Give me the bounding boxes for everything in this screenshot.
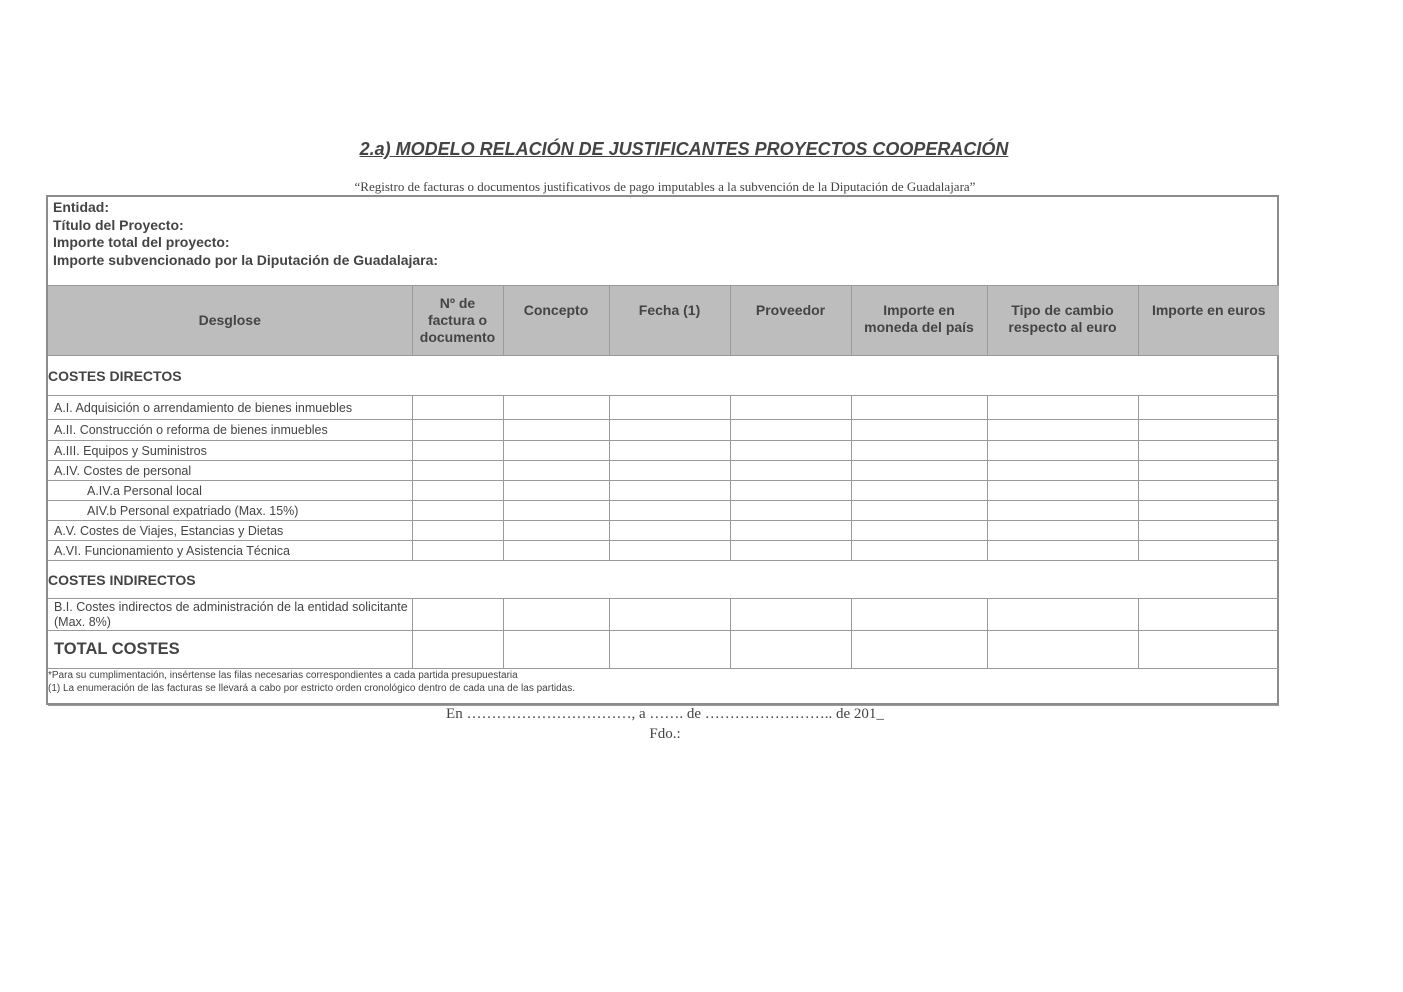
row-label: A.I. Adquisición o arrendamiento de bienes inmuebles <box>48 396 412 420</box>
footnotes <box>48 669 1279 706</box>
table-cell[interactable] <box>609 481 730 501</box>
place-date-line: En ……………………………, a ……. de …………………….. de 201_ <box>446 706 884 722</box>
table-cell[interactable] <box>987 481 1138 501</box>
table-cell[interactable] <box>1138 481 1279 501</box>
col-importe-moneda: Importe en moneda del país <box>851 286 987 356</box>
table-cell[interactable] <box>1138 441 1279 461</box>
table-cell[interactable] <box>412 481 503 501</box>
table-cell[interactable] <box>730 441 851 461</box>
table-cell[interactable] <box>851 501 987 521</box>
table-cell[interactable] <box>412 599 503 631</box>
table-cell[interactable] <box>503 521 609 541</box>
table-cell[interactable] <box>851 420 987 441</box>
table-header-row <box>48 286 1279 356</box>
table-cell[interactable] <box>730 396 851 420</box>
table-cell[interactable] <box>1138 599 1279 631</box>
col-proveedor: Proveedor <box>730 286 851 356</box>
table-cell[interactable] <box>503 396 609 420</box>
table-row <box>48 541 1279 561</box>
table-cell[interactable] <box>987 541 1138 561</box>
row-label: A.IV.a Personal local <box>48 481 412 501</box>
table-cell[interactable] <box>1138 631 1279 669</box>
table-cell[interactable] <box>609 631 730 669</box>
table-cell[interactable] <box>987 631 1138 669</box>
section-row <box>48 356 1279 396</box>
section-costes-directos: COSTES DIRECTOS <box>48 356 1279 396</box>
table-cell[interactable] <box>730 541 851 561</box>
table-cell[interactable] <box>1138 420 1279 441</box>
table-cell[interactable] <box>730 631 851 669</box>
table-cell[interactable] <box>412 501 503 521</box>
section-row <box>48 561 1279 599</box>
table-cell[interactable] <box>1138 461 1279 481</box>
table-cell[interactable] <box>609 501 730 521</box>
footnote-2: (1) La enumeración de las facturas se llevará a cabo por estricto orden cronológico dentro de cada una de las partidas. <box>48 683 575 694</box>
entidad-label: Entidad: <box>53 199 109 215</box>
table-cell[interactable] <box>503 541 609 561</box>
table-cell[interactable] <box>987 420 1138 441</box>
table-row <box>48 521 1279 541</box>
table-cell[interactable] <box>503 461 609 481</box>
table-cell[interactable] <box>609 521 730 541</box>
table-cell[interactable] <box>1138 396 1279 420</box>
table-cell[interactable] <box>1138 541 1279 561</box>
table-cell[interactable] <box>730 481 851 501</box>
table-cell[interactable] <box>851 461 987 481</box>
table-cell[interactable] <box>851 396 987 420</box>
row-label: A.III. Equipos y Suministros <box>48 441 412 461</box>
footnote-1: *Para su cumplimentación, insértense las filas necesarias correspondientes a cada partida presupuestaria <box>48 670 518 681</box>
row-label: A.IV. Costes de personal <box>48 461 412 481</box>
table-cell[interactable] <box>609 441 730 461</box>
row-label: A.II. Construcción o reforma de bienes inmuebles <box>48 420 412 441</box>
table-cell[interactable] <box>730 461 851 481</box>
table-cell[interactable] <box>1138 501 1279 521</box>
table-cell[interactable] <box>730 420 851 441</box>
table-cell[interactable] <box>987 599 1138 631</box>
table-row <box>48 396 1279 420</box>
table-row <box>48 441 1279 461</box>
table-cell[interactable] <box>503 599 609 631</box>
row-label: B.I. Costes indirectos de administración de la entidad solicitante (Max. 8%) <box>48 599 412 631</box>
total-row <box>48 631 1279 669</box>
table-cell[interactable] <box>1138 521 1279 541</box>
table-cell[interactable] <box>851 631 987 669</box>
table-row <box>48 599 1279 631</box>
table-cell[interactable] <box>412 420 503 441</box>
table-cell[interactable] <box>851 599 987 631</box>
row-label: A.VI. Funcionamiento y Asistencia Técnica <box>48 541 412 561</box>
table-cell[interactable] <box>503 420 609 441</box>
table-cell[interactable] <box>851 441 987 461</box>
table-cell[interactable] <box>412 461 503 481</box>
notes-row <box>48 669 1279 706</box>
table-cell[interactable] <box>412 521 503 541</box>
table-cell[interactable] <box>851 481 987 501</box>
col-desglose: Desglose <box>48 286 412 356</box>
table-cell[interactable] <box>609 599 730 631</box>
table-cell[interactable] <box>987 396 1138 420</box>
table-cell[interactable] <box>503 441 609 461</box>
col-fecha: Fecha (1) <box>609 286 730 356</box>
importe-total-label: Importe total del proyecto: <box>53 234 230 250</box>
table-cell[interactable] <box>851 521 987 541</box>
table-cell[interactable] <box>609 461 730 481</box>
table-cell[interactable] <box>412 396 503 420</box>
col-factura: Nº de factura o documento <box>412 286 503 356</box>
table-cell[interactable] <box>609 420 730 441</box>
col-tipo-cambio: Tipo de cambio respecto al euro <box>987 286 1138 356</box>
table-cell[interactable] <box>730 501 851 521</box>
table-cell[interactable] <box>730 599 851 631</box>
table-row <box>48 501 1279 521</box>
table-cell[interactable] <box>987 501 1138 521</box>
titulo-proyecto-label: Título del Proyecto: <box>53 216 184 233</box>
table-cell[interactable] <box>412 441 503 461</box>
row-label: A.V. Costes de Viajes, Estancias y Dietas <box>48 521 412 541</box>
table-row <box>48 461 1279 481</box>
section-costes-indirectos: COSTES INDIRECTOS <box>48 561 1279 599</box>
justification-form <box>46 195 1279 705</box>
total-label: TOTAL COSTES <box>48 631 412 669</box>
document-title: 2.a) MODELO RELACIÓN DE JUSTIFICANTES PROYECTOS COOPERACIÓN <box>359 139 1009 159</box>
col-importe-euros: Importe en euros <box>1138 286 1279 356</box>
table-cell[interactable] <box>503 631 609 669</box>
table-cell[interactable] <box>851 541 987 561</box>
table-cell[interactable] <box>412 541 503 561</box>
table-cell[interactable] <box>987 461 1138 481</box>
table-row <box>48 420 1279 441</box>
importe-subvencionado-label: Importe subvencionado por la Diputación de Guadalajara: <box>53 251 439 268</box>
table-cell[interactable] <box>730 521 851 541</box>
table-cell[interactable] <box>412 631 503 669</box>
signature-line: Fdo.: <box>649 726 681 742</box>
table-cell[interactable] <box>503 501 609 521</box>
row-label: AIV.b Personal expatriado (Max. 15%) <box>48 501 412 521</box>
table-cell[interactable] <box>609 396 730 420</box>
col-concepto: Concepto <box>503 286 609 356</box>
invoice-table <box>48 285 1279 706</box>
document-subtitle: “Registro de facturas o documentos justificativos de pago imputables a la subvención de la Diputación de Guadalajara” <box>354 179 976 194</box>
project-info <box>48 197 1277 285</box>
table-cell[interactable] <box>609 541 730 561</box>
table-cell[interactable] <box>987 521 1138 541</box>
table-row <box>48 481 1279 501</box>
table-cell[interactable] <box>503 481 609 501</box>
table-cell[interactable] <box>987 441 1138 461</box>
